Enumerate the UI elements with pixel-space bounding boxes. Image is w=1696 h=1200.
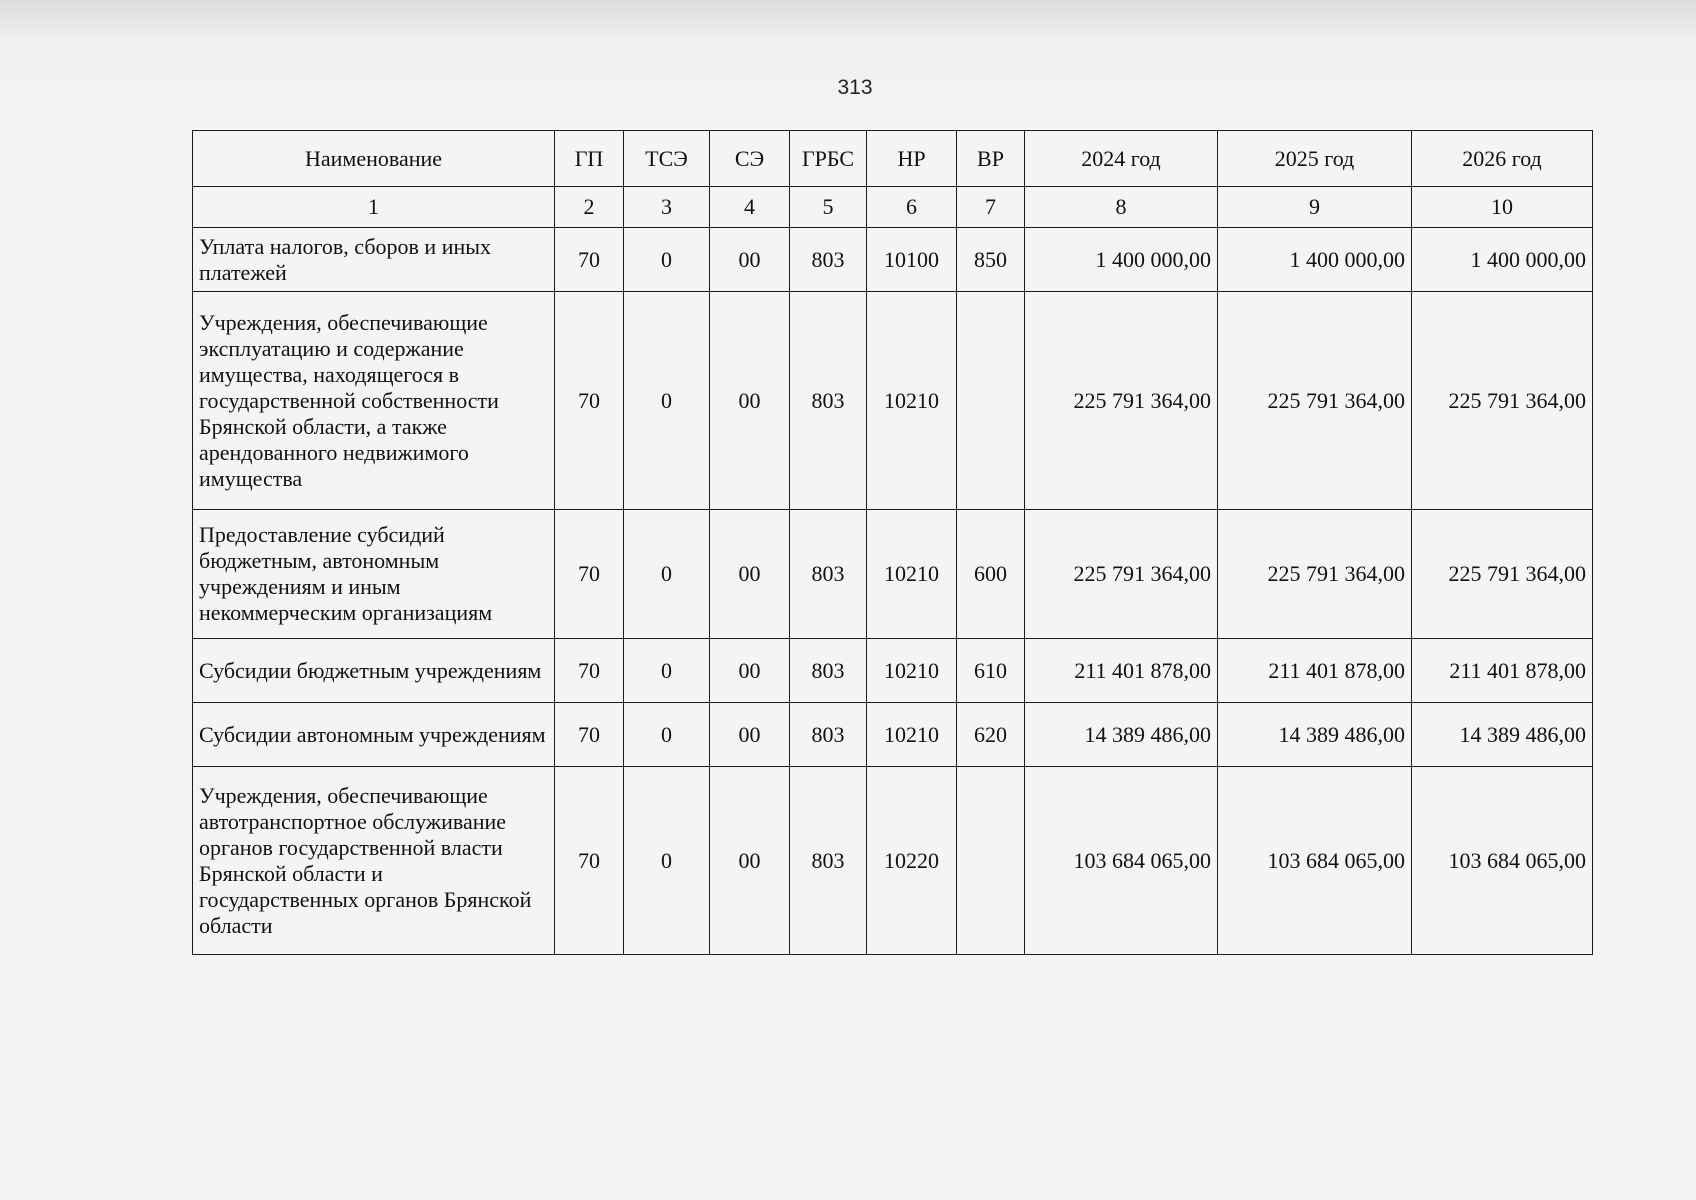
cell-2026: 1 400 000,00 xyxy=(1412,228,1593,292)
table-row xyxy=(193,510,1593,639)
cell-tse: 0 xyxy=(624,639,710,703)
cell-2026: 225 791 364,00 xyxy=(1412,510,1593,639)
column-number: 7 xyxy=(957,187,1025,228)
cell-vr xyxy=(957,292,1025,510)
cell-2024: 103 684 065,00 xyxy=(1025,767,1218,955)
header-vr: ВР xyxy=(957,131,1025,187)
cell-tse: 0 xyxy=(624,510,710,639)
cell-2026: 14 389 486,00 xyxy=(1412,703,1593,767)
table-row xyxy=(193,703,1593,767)
cell-2025: 14 389 486,00 xyxy=(1218,703,1412,767)
cell-gp: 70 xyxy=(555,510,624,639)
cell-tse: 0 xyxy=(624,228,710,292)
column-numbering-row xyxy=(193,187,1593,228)
cell-se: 00 xyxy=(710,639,790,703)
cell-nr: 10220 xyxy=(867,767,957,955)
cell-gp: 70 xyxy=(555,703,624,767)
budget-table xyxy=(192,130,1593,955)
header-nr: НР xyxy=(867,131,957,187)
cell-gp: 70 xyxy=(555,292,624,510)
header-name: Наименование xyxy=(193,131,555,187)
cell-nr: 10210 xyxy=(867,703,957,767)
cell-2025: 225 791 364,00 xyxy=(1218,292,1412,510)
cell-grbs: 803 xyxy=(790,639,867,703)
cell-2024: 225 791 364,00 xyxy=(1025,292,1218,510)
row-name: Субсидии автономным учреждениям xyxy=(193,703,555,767)
cell-gp: 70 xyxy=(555,228,624,292)
row-name: Учреждения, обеспечивающие эксплуатацию и содержание имущества, находящегося в государственной собственности Брянской области, а также арендованного недвижимого имущества xyxy=(193,292,555,510)
table-header-row xyxy=(193,131,1593,187)
column-number: 3 xyxy=(624,187,710,228)
cell-vr: 850 xyxy=(957,228,1025,292)
table-row xyxy=(193,767,1593,955)
header-tse: ТСЭ xyxy=(624,131,710,187)
cell-grbs: 803 xyxy=(790,510,867,639)
cell-tse: 0 xyxy=(624,767,710,955)
header-2025: 2025 год xyxy=(1218,131,1412,187)
row-name: Субсидии бюджетным учреждениям xyxy=(193,639,555,703)
cell-2025: 103 684 065,00 xyxy=(1218,767,1412,955)
column-number: 6 xyxy=(867,187,957,228)
column-number: 10 xyxy=(1412,187,1593,228)
header-gp: ГП xyxy=(555,131,624,187)
cell-2026: 211 401 878,00 xyxy=(1412,639,1593,703)
page-number: 313 xyxy=(837,76,873,99)
cell-2025: 225 791 364,00 xyxy=(1218,510,1412,639)
cell-nr: 10100 xyxy=(867,228,957,292)
cell-tse: 0 xyxy=(624,703,710,767)
table-row xyxy=(193,228,1593,292)
cell-se: 00 xyxy=(710,292,790,510)
column-number: 8 xyxy=(1025,187,1218,228)
cell-grbs: 803 xyxy=(790,703,867,767)
cell-gp: 70 xyxy=(555,767,624,955)
cell-grbs: 803 xyxy=(790,292,867,510)
cell-se: 00 xyxy=(710,703,790,767)
cell-se: 00 xyxy=(710,510,790,639)
header-2026: 2026 год xyxy=(1412,131,1593,187)
cell-2025: 1 400 000,00 xyxy=(1218,228,1412,292)
cell-2024: 211 401 878,00 xyxy=(1025,639,1218,703)
cell-nr: 10210 xyxy=(867,639,957,703)
column-number: 2 xyxy=(555,187,624,228)
cell-2024: 14 389 486,00 xyxy=(1025,703,1218,767)
cell-tse: 0 xyxy=(624,292,710,510)
cell-2026: 103 684 065,00 xyxy=(1412,767,1593,955)
column-number: 9 xyxy=(1218,187,1412,228)
column-number: 1 xyxy=(193,187,555,228)
cell-vr: 600 xyxy=(957,510,1025,639)
row-name: Уплата налогов, сборов и иных платежей xyxy=(193,228,555,292)
cell-nr: 10210 xyxy=(867,292,957,510)
cell-se: 00 xyxy=(710,767,790,955)
table-row xyxy=(193,639,1593,703)
cell-2024: 1 400 000,00 xyxy=(1025,228,1218,292)
cell-2024: 225 791 364,00 xyxy=(1025,510,1218,639)
header-2024: 2024 год xyxy=(1025,131,1218,187)
cell-grbs: 803 xyxy=(790,767,867,955)
cell-se: 00 xyxy=(710,228,790,292)
cell-2026: 225 791 364,00 xyxy=(1412,292,1593,510)
header-grbs: ГРБС xyxy=(790,131,867,187)
cell-vr: 610 xyxy=(957,639,1025,703)
row-name: Предоставление субсидий бюджетным, автономным учреждениям и иным некоммерческим организациям xyxy=(193,510,555,639)
column-number: 4 xyxy=(710,187,790,228)
cell-gp: 70 xyxy=(555,639,624,703)
cell-nr: 10210 xyxy=(867,510,957,639)
cell-vr xyxy=(957,767,1025,955)
column-number: 5 xyxy=(790,187,867,228)
cell-grbs: 803 xyxy=(790,228,867,292)
header-se: СЭ xyxy=(710,131,790,187)
table-row xyxy=(193,292,1593,510)
row-name: Учреждения, обеспечивающие автотранспортное обслуживание органов государственной власти Брянской области и государственных органов Брянской области xyxy=(193,767,555,955)
cell-2025: 211 401 878,00 xyxy=(1218,639,1412,703)
cell-vr: 620 xyxy=(957,703,1025,767)
